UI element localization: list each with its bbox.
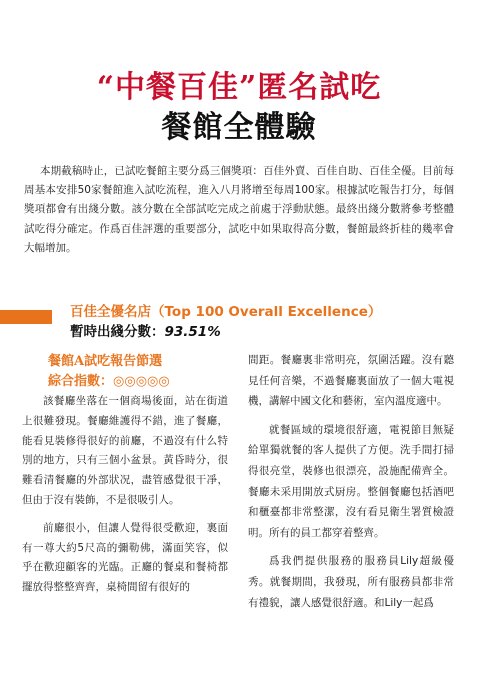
right-paragraph-2: 就餐區域的環境很舒適，電視節目無疑給單獨就餐的客人提供了方便。洗手間打掃得很亮堂，裝修也很漂亮，設施配備齊全。餐廳未采用開放式厨房。整個餐廳包括酒吧和櫃臺都非常整潔，沒有看見衛生署質檢證明。所有的員工都穿着整齊。 <box>248 423 454 539</box>
left-paragraph-2: 前廳很小，但讓人覺得很受歡迎，裏面有一尊大約5尺高的彌勒佛，滿面笑容，似乎在歡迎顧客的光臨。正廳的餐桌和餐椅都擺放得整整齊齊，桌椅間留有很好的 <box>22 521 228 594</box>
intro-paragraph: 本期截稿時止，已試吃餐館主要分爲三個獎項：百佳外賣、百佳自助、百佳全優。目前每周基本安排50家餐館進入試吃流程，進入八月將增至每周100家。根據試吃報告打分，每個獎項都會有出綫分數。該分數在全部試吃完成之前處于浮動狀態。最終出綫分數將參考整體試吃得分確定。作爲百佳評選的重要部分，試吃中如果取得高分數，餐館最終折桂的幾率會大幅增加。 <box>24 165 454 254</box>
rating-marks: ◎◎◎◎◎ <box>113 374 170 389</box>
award-score-label: 暫時出綫分數： <box>70 324 165 340</box>
headline-line1: “中餐百佳”匿名試吃 <box>96 70 382 105</box>
award-score-value: 93.51% <box>164 324 221 340</box>
headline-line2: 餐館全體驗 <box>161 110 317 145</box>
award-name-en: （Top 100 Overall Excellence） <box>151 304 382 320</box>
section-accent-bar <box>0 310 52 324</box>
left-column <box>22 352 228 598</box>
award-title <box>70 302 381 322</box>
right-column <box>248 350 454 613</box>
award-score <box>70 322 221 342</box>
award-name-cn: 百佳全優名店 <box>70 304 151 320</box>
rating-label: 綜合指數： <box>48 374 114 389</box>
right-paragraph-3: 爲我們提供服務的服務員Lily超級優秀。就餐期間，我發現，所有服務員都非常有禮貌，讓人感覺很舒適。和Lily一起爲 <box>248 555 454 609</box>
report-title: 餐館A試吃報告節選 <box>48 354 163 369</box>
left-paragraph-1: 該餐廳坐落在一個商場後面，站在街道上很難發現。餐廳維護得不錯，進了餐廳，能看見裝修得很好的前廳，不過沒有什么特別的地方，只有三個小盆景。黃昏時分，很難看清餐廳的外部狀况，盡管感覺很干凈，但由于沒有裝飾，不是很吸引人。 <box>22 395 228 506</box>
right-paragraph-1: 間距。餐廳裏非常明亮，氛圍活躍。沒有聽見任何音樂，不過餐廳裏面放了一個大電視機，講解中國文化和藝術，室內溫度適中。 <box>248 354 454 408</box>
rating-line <box>48 372 228 392</box>
